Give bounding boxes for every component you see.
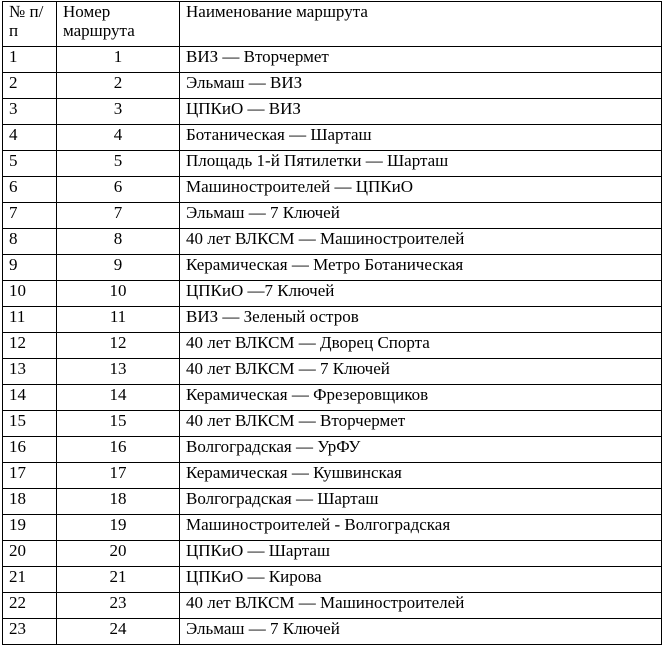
- table-row: [3, 177, 662, 203]
- table-row: [3, 489, 662, 515]
- route-name: ВИЗ — Зеленый остров: [180, 307, 662, 333]
- table-row: [3, 619, 662, 645]
- route-number: 16: [57, 437, 180, 463]
- route-number: 4: [57, 125, 180, 151]
- table-row: [3, 385, 662, 411]
- route-name: Керамическая — Кушвинская: [180, 463, 662, 489]
- route-number: 18: [57, 489, 180, 515]
- table-row: [3, 515, 662, 541]
- route-number: 6: [57, 177, 180, 203]
- header-route-name: Наименование маршрута: [180, 2, 662, 47]
- route-name: Машиностроителей - Волгоградская: [180, 515, 662, 541]
- table-body: [3, 47, 662, 645]
- table-row: [3, 567, 662, 593]
- route-number: 24: [57, 619, 180, 645]
- table-row: [3, 359, 662, 385]
- row-index: 12: [3, 333, 57, 359]
- header-route-number: Номер маршрута: [57, 2, 180, 47]
- route-number: 20: [57, 541, 180, 567]
- row-index: 2: [3, 73, 57, 99]
- table-row: [3, 437, 662, 463]
- route-number: 15: [57, 411, 180, 437]
- route-number: 19: [57, 515, 180, 541]
- row-index: 7: [3, 203, 57, 229]
- route-number: 11: [57, 307, 180, 333]
- route-number: 13: [57, 359, 180, 385]
- header-index: № п/п: [3, 2, 57, 47]
- route-name: ЦПКиО — Шарташ: [180, 541, 662, 567]
- row-index: 13: [3, 359, 57, 385]
- table-row: [3, 151, 662, 177]
- route-number: 3: [57, 99, 180, 125]
- route-number: 21: [57, 567, 180, 593]
- row-index: 11: [3, 307, 57, 333]
- table-row: [3, 541, 662, 567]
- route-number: 2: [57, 73, 180, 99]
- route-name: 40 лет ВЛКСМ — Машиностроителей: [180, 593, 662, 619]
- route-number: 9: [57, 255, 180, 281]
- row-index: 9: [3, 255, 57, 281]
- route-name: 40 лет ВЛКСМ — Дворец Спорта: [180, 333, 662, 359]
- row-index: 10: [3, 281, 57, 307]
- row-index: 23: [3, 619, 57, 645]
- table-row: [3, 47, 662, 73]
- row-index: 20: [3, 541, 57, 567]
- route-number: 14: [57, 385, 180, 411]
- route-name: Эльмаш — ВИЗ: [180, 73, 662, 99]
- table-row: [3, 229, 662, 255]
- route-name: Волгоградская — Шарташ: [180, 489, 662, 515]
- route-number: 8: [57, 229, 180, 255]
- row-index: 16: [3, 437, 57, 463]
- route-number: 7: [57, 203, 180, 229]
- route-name: Керамическая — Фрезеровщиков: [180, 385, 662, 411]
- route-number: 1: [57, 47, 180, 73]
- row-index: 1: [3, 47, 57, 73]
- route-name: ЦПКиО — ВИЗ: [180, 99, 662, 125]
- table-row: [3, 333, 662, 359]
- route-name: Ботаническая — Шарташ: [180, 125, 662, 151]
- row-index: 3: [3, 99, 57, 125]
- row-index: 19: [3, 515, 57, 541]
- row-index: 14: [3, 385, 57, 411]
- table-row: [3, 307, 662, 333]
- row-index: 8: [3, 229, 57, 255]
- table-row: [3, 73, 662, 99]
- table-row: [3, 281, 662, 307]
- row-index: 22: [3, 593, 57, 619]
- row-index: 6: [3, 177, 57, 203]
- route-number: 5: [57, 151, 180, 177]
- row-index: 17: [3, 463, 57, 489]
- table-row: [3, 593, 662, 619]
- row-index: 4: [3, 125, 57, 151]
- row-index: 15: [3, 411, 57, 437]
- table-row: [3, 125, 662, 151]
- row-index: 21: [3, 567, 57, 593]
- table-row: [3, 203, 662, 229]
- route-name: Машиностроителей — ЦПКиО: [180, 177, 662, 203]
- route-name: ВИЗ — Вторчермет: [180, 47, 662, 73]
- table-row: [3, 463, 662, 489]
- route-name: 40 лет ВЛКСМ — Машиностроителей: [180, 229, 662, 255]
- route-name: Эльмаш — 7 Ключей: [180, 203, 662, 229]
- route-name: ЦПКиО — Кирова: [180, 567, 662, 593]
- route-number: 12: [57, 333, 180, 359]
- row-index: 18: [3, 489, 57, 515]
- route-number: 10: [57, 281, 180, 307]
- route-number: 17: [57, 463, 180, 489]
- table-row: [3, 99, 662, 125]
- routes-table: [2, 1, 662, 645]
- route-name: 40 лет ВЛКСМ — 7 Ключей: [180, 359, 662, 385]
- row-index: 5: [3, 151, 57, 177]
- table-row: [3, 411, 662, 437]
- table-row: [3, 255, 662, 281]
- route-number: 23: [57, 593, 180, 619]
- route-name: 40 лет ВЛКСМ — Вторчермет: [180, 411, 662, 437]
- route-name: Эльмаш — 7 Ключей: [180, 619, 662, 645]
- route-name: ЦПКиО —7 Ключей: [180, 281, 662, 307]
- route-name: Площадь 1-й Пятилетки — Шарташ: [180, 151, 662, 177]
- route-name: Волгоградская — УрФУ: [180, 437, 662, 463]
- route-name: Керамическая — Метро Ботаническая: [180, 255, 662, 281]
- table-header-row: [3, 2, 662, 47]
